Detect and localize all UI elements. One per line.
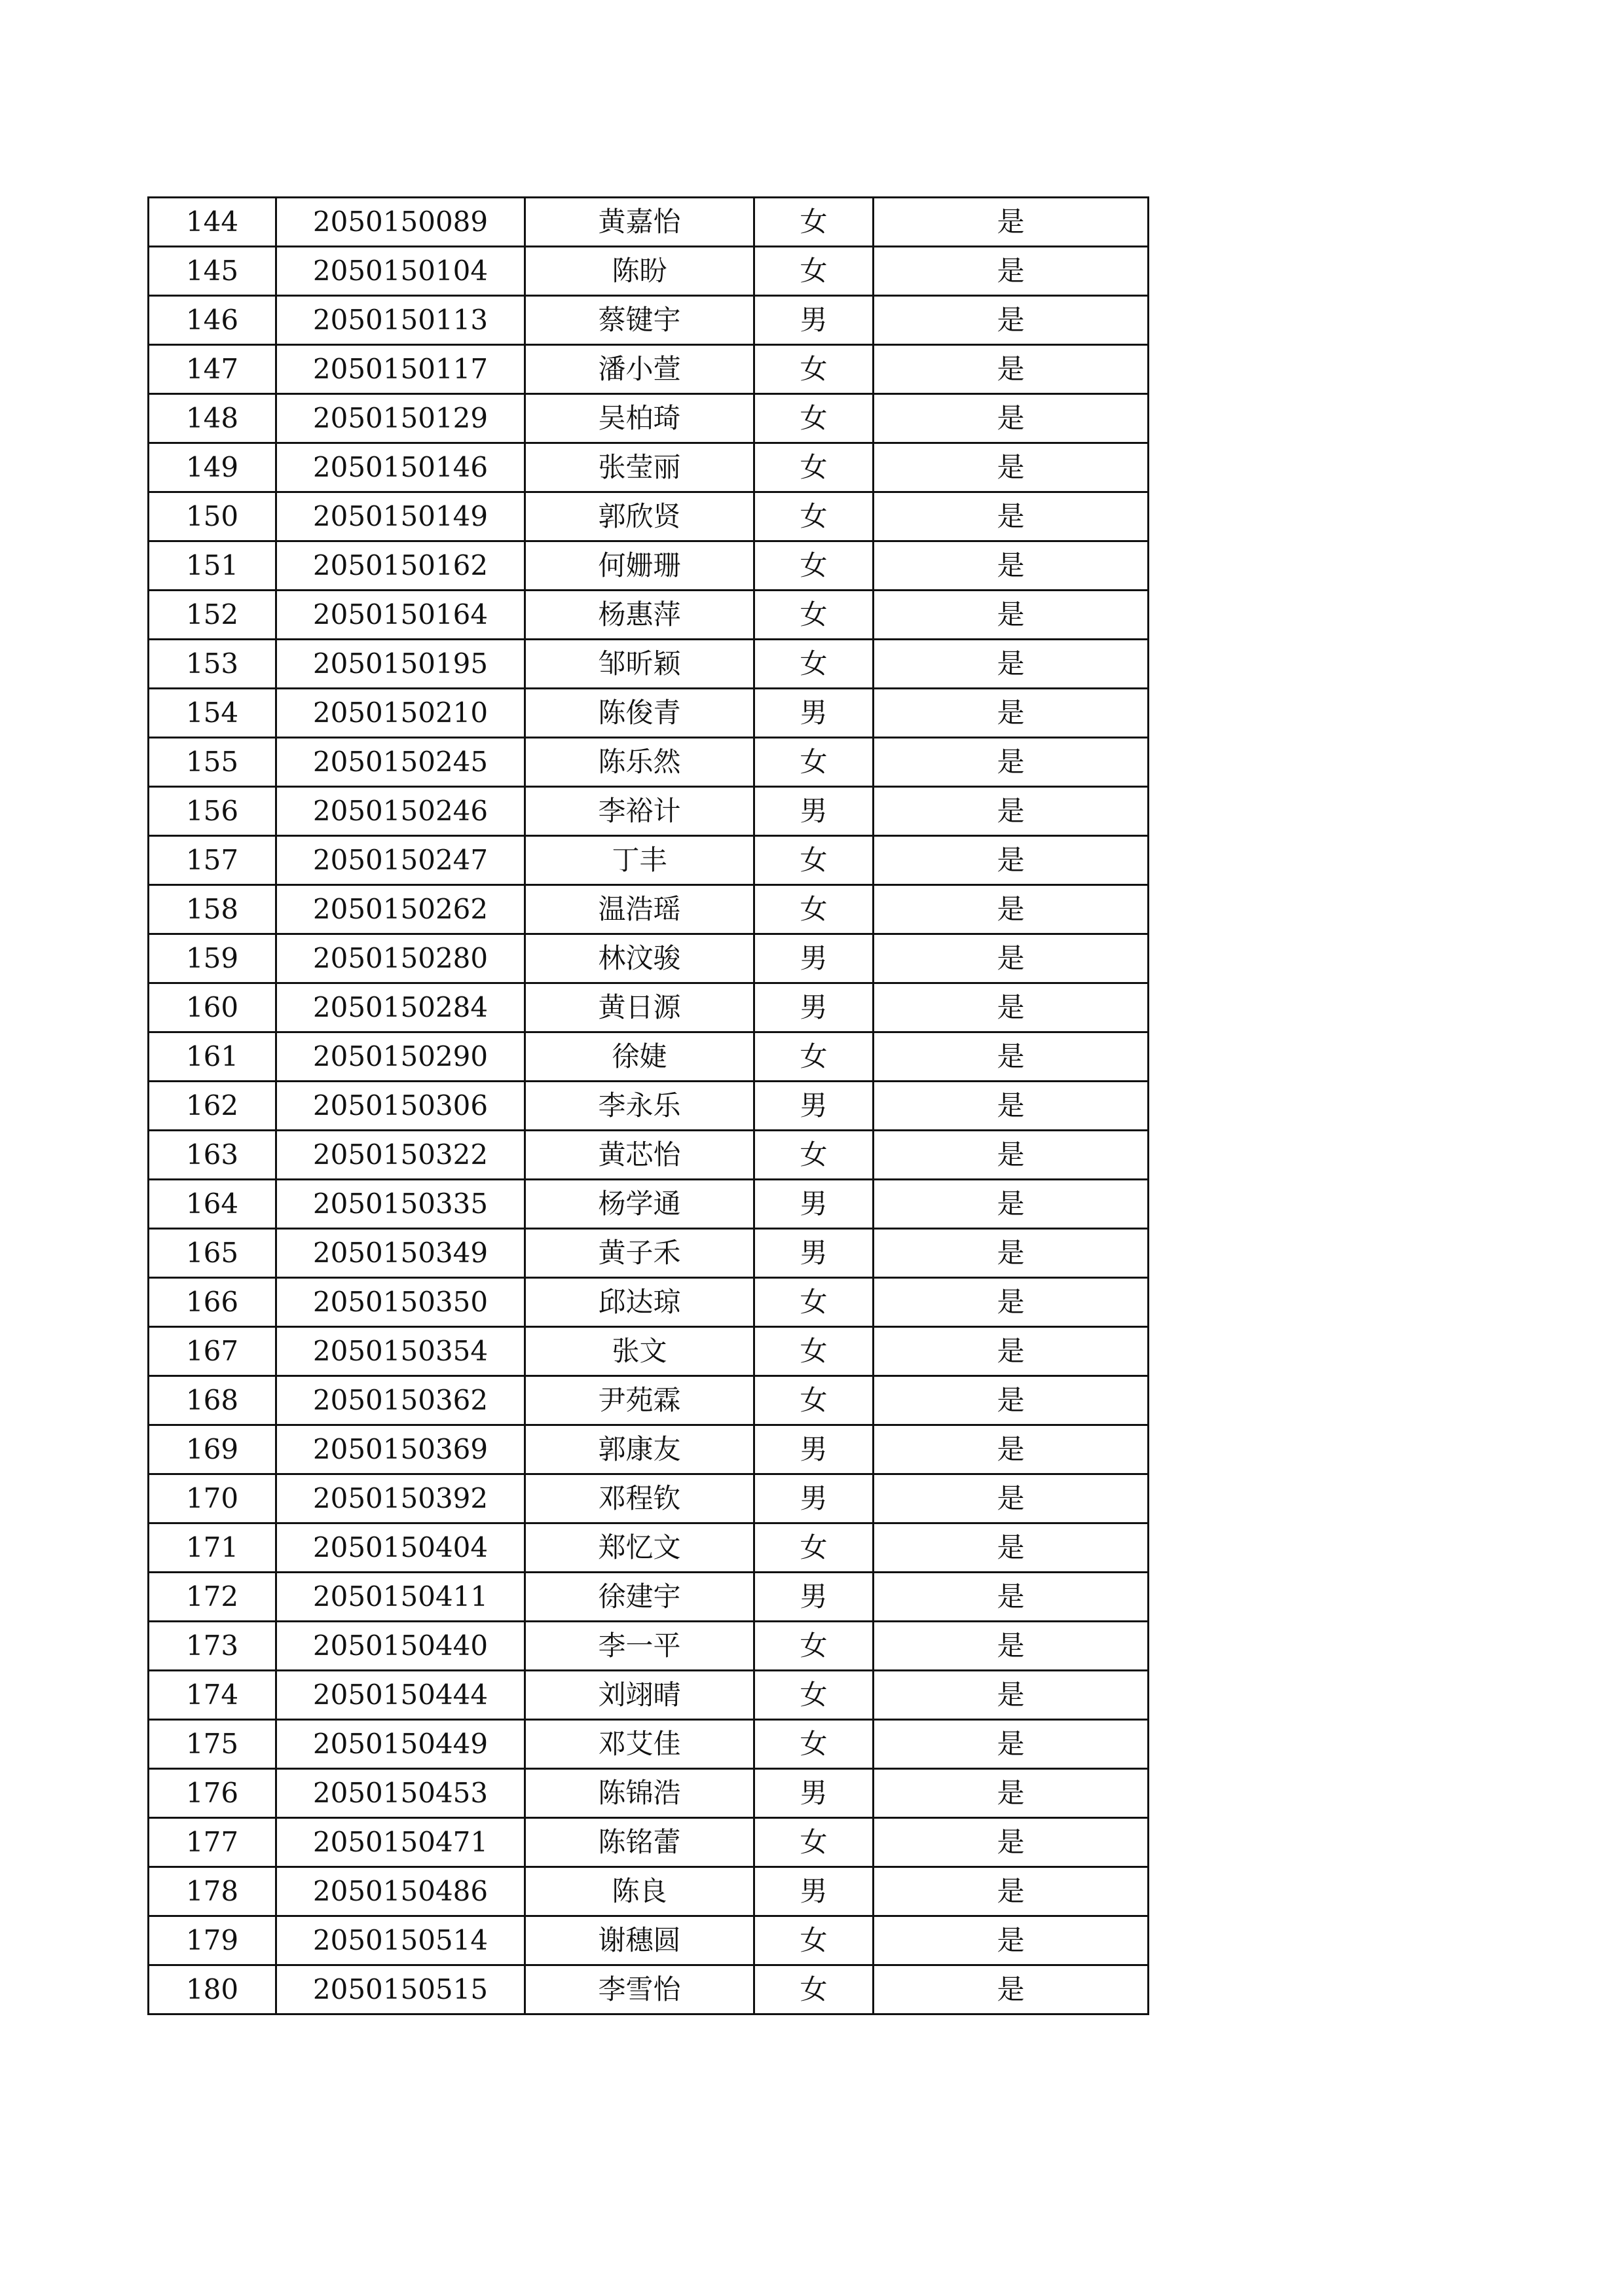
student-id-cell: 2050150306: [276, 1082, 525, 1131]
gender-cell: 女: [754, 885, 874, 934]
gender-cell: 女: [754, 1523, 874, 1573]
table-row: [149, 836, 1149, 885]
table-row: [149, 443, 1149, 492]
student-id-cell: 2050150440: [276, 1622, 525, 1671]
student-id-cell: 2050150322: [276, 1131, 525, 1180]
gender-cell: 女: [754, 198, 874, 247]
student-id-cell: 2050150149: [276, 492, 525, 541]
row-index-cell: 166: [149, 1278, 276, 1327]
status-cell: 是: [874, 296, 1149, 345]
table-row: [149, 492, 1149, 541]
student-id-cell: 2050150129: [276, 394, 525, 443]
student-id-cell: 2050150284: [276, 983, 525, 1032]
row-index-cell: 165: [149, 1229, 276, 1278]
row-index-cell: 163: [149, 1131, 276, 1180]
gender-cell: 男: [754, 689, 874, 738]
status-cell: 是: [874, 1867, 1149, 1916]
student-name-cell: 邹昕颖: [525, 640, 754, 689]
student-name-cell: 郭康友: [525, 1425, 754, 1474]
table-row: [149, 247, 1149, 296]
student-table: [147, 196, 1149, 2015]
gender-cell: 女: [754, 247, 874, 296]
student-name-cell: 林汶骏: [525, 934, 754, 983]
gender-cell: 女: [754, 1818, 874, 1867]
row-index-cell: 174: [149, 1671, 276, 1720]
status-cell: 是: [874, 1474, 1149, 1523]
table-row: [149, 1867, 1149, 1916]
student-id-cell: 2050150280: [276, 934, 525, 983]
student-id-cell: 2050150164: [276, 591, 525, 640]
status-cell: 是: [874, 1425, 1149, 1474]
table-row: [149, 345, 1149, 394]
table-row: [149, 1376, 1149, 1425]
student-name-cell: 潘小萱: [525, 345, 754, 394]
student-id-cell: 2050150444: [276, 1671, 525, 1720]
status-cell: 是: [874, 541, 1149, 591]
gender-cell: 男: [754, 1425, 874, 1474]
status-cell: 是: [874, 836, 1149, 885]
row-index-cell: 153: [149, 640, 276, 689]
row-index-cell: 152: [149, 591, 276, 640]
row-index-cell: 170: [149, 1474, 276, 1523]
row-index-cell: 145: [149, 247, 276, 296]
student-name-cell: 徐建宇: [525, 1573, 754, 1622]
table-row: [149, 1278, 1149, 1327]
student-id-cell: 2050150471: [276, 1818, 525, 1867]
student-name-cell: 徐婕: [525, 1032, 754, 1082]
status-cell: 是: [874, 1131, 1149, 1180]
student-name-cell: 谢穗圆: [525, 1916, 754, 1965]
table-row: [149, 738, 1149, 787]
status-cell: 是: [874, 1965, 1149, 2014]
table-row: [149, 1622, 1149, 1671]
status-cell: 是: [874, 1180, 1149, 1229]
table-row: [149, 1327, 1149, 1376]
row-index-cell: 154: [149, 689, 276, 738]
row-index-cell: 149: [149, 443, 276, 492]
table-row: [149, 1229, 1149, 1278]
student-id-cell: 2050150162: [276, 541, 525, 591]
row-index-cell: 155: [149, 738, 276, 787]
gender-cell: 女: [754, 1327, 874, 1376]
row-index-cell: 171: [149, 1523, 276, 1573]
student-name-cell: 陈盼: [525, 247, 754, 296]
student-id-cell: 2050150146: [276, 443, 525, 492]
gender-cell: 女: [754, 394, 874, 443]
status-cell: 是: [874, 738, 1149, 787]
status-cell: 是: [874, 1376, 1149, 1425]
status-cell: 是: [874, 1278, 1149, 1327]
row-index-cell: 150: [149, 492, 276, 541]
status-cell: 是: [874, 247, 1149, 296]
row-index-cell: 164: [149, 1180, 276, 1229]
student-id-cell: 2050150246: [276, 787, 525, 836]
row-index-cell: 157: [149, 836, 276, 885]
gender-cell: 女: [754, 1131, 874, 1180]
gender-cell: 女: [754, 345, 874, 394]
student-name-cell: 邱达琼: [525, 1278, 754, 1327]
student-id-cell: 2050150486: [276, 1867, 525, 1916]
table-row: [149, 1916, 1149, 1965]
row-index-cell: 178: [149, 1867, 276, 1916]
student-id-cell: 2050150514: [276, 1916, 525, 1965]
table-row: [149, 198, 1149, 247]
gender-cell: 男: [754, 934, 874, 983]
table-row: [149, 296, 1149, 345]
gender-cell: 女: [754, 1376, 874, 1425]
gender-cell: 男: [754, 296, 874, 345]
table-row: [149, 983, 1149, 1032]
student-name-cell: 黄子禾: [525, 1229, 754, 1278]
status-cell: 是: [874, 640, 1149, 689]
student-name-cell: 黄嘉怡: [525, 198, 754, 247]
gender-cell: 女: [754, 492, 874, 541]
row-index-cell: 147: [149, 345, 276, 394]
table-row: [149, 541, 1149, 591]
row-index-cell: 158: [149, 885, 276, 934]
status-cell: 是: [874, 492, 1149, 541]
student-id-cell: 2050150350: [276, 1278, 525, 1327]
gender-cell: 女: [754, 443, 874, 492]
student-name-cell: 黄芯怡: [525, 1131, 754, 1180]
student-name-cell: 刘翊晴: [525, 1671, 754, 1720]
gender-cell: 男: [754, 1769, 874, 1818]
table-row: [149, 1818, 1149, 1867]
table-row: [149, 689, 1149, 738]
table-row: [149, 1474, 1149, 1523]
status-cell: 是: [874, 983, 1149, 1032]
row-index-cell: 179: [149, 1916, 276, 1965]
student-id-cell: 2050150404: [276, 1523, 525, 1573]
table-row: [149, 394, 1149, 443]
student-name-cell: 黄日源: [525, 983, 754, 1032]
student-name-cell: 陈俊青: [525, 689, 754, 738]
gender-cell: 女: [754, 1916, 874, 1965]
row-index-cell: 172: [149, 1573, 276, 1622]
student-id-cell: 2050150104: [276, 247, 525, 296]
row-index-cell: 173: [149, 1622, 276, 1671]
student-name-cell: 丁丰: [525, 836, 754, 885]
status-cell: 是: [874, 1229, 1149, 1278]
student-name-cell: 张文: [525, 1327, 754, 1376]
table-row: [149, 1425, 1149, 1474]
student-name-cell: 郑忆文: [525, 1523, 754, 1573]
student-id-cell: 2050150117: [276, 345, 525, 394]
status-cell: 是: [874, 1573, 1149, 1622]
table-row: [149, 1131, 1149, 1180]
row-index-cell: 159: [149, 934, 276, 983]
status-cell: 是: [874, 1916, 1149, 1965]
status-cell: 是: [874, 345, 1149, 394]
gender-cell: 男: [754, 1573, 874, 1622]
student-name-cell: 温浩瑶: [525, 885, 754, 934]
table-row: [149, 640, 1149, 689]
gender-cell: 男: [754, 787, 874, 836]
status-cell: 是: [874, 689, 1149, 738]
student-id-cell: 2050150515: [276, 1965, 525, 2014]
student-name-cell: 李永乐: [525, 1082, 754, 1131]
gender-cell: 男: [754, 1867, 874, 1916]
row-index-cell: 148: [149, 394, 276, 443]
student-name-cell: 李裕计: [525, 787, 754, 836]
student-name-cell: 陈良: [525, 1867, 754, 1916]
student-name-cell: 尹苑霖: [525, 1376, 754, 1425]
student-name-cell: 邓程钦: [525, 1474, 754, 1523]
row-index-cell: 146: [149, 296, 276, 345]
student-name-cell: 张莹丽: [525, 443, 754, 492]
gender-cell: 女: [754, 1720, 874, 1769]
status-cell: 是: [874, 787, 1149, 836]
student-name-cell: 蔡键宇: [525, 296, 754, 345]
student-id-cell: 2050150247: [276, 836, 525, 885]
gender-cell: 女: [754, 1622, 874, 1671]
student-name-cell: 李雪怡: [525, 1965, 754, 2014]
student-id-cell: 2050150362: [276, 1376, 525, 1425]
row-index-cell: 176: [149, 1769, 276, 1818]
student-name-cell: 陈锦浩: [525, 1769, 754, 1818]
gender-cell: 女: [754, 591, 874, 640]
table-row: [149, 934, 1149, 983]
student-id-cell: 2050150290: [276, 1032, 525, 1082]
row-index-cell: 161: [149, 1032, 276, 1082]
student-id-cell: 2050150349: [276, 1229, 525, 1278]
gender-cell: 女: [754, 1965, 874, 2014]
gender-cell: 男: [754, 983, 874, 1032]
gender-cell: 女: [754, 1278, 874, 1327]
table-row: [149, 1032, 1149, 1082]
row-index-cell: 167: [149, 1327, 276, 1376]
status-cell: 是: [874, 394, 1149, 443]
status-cell: 是: [874, 1523, 1149, 1573]
status-cell: 是: [874, 443, 1149, 492]
table-row: [149, 787, 1149, 836]
gender-cell: 女: [754, 1671, 874, 1720]
student-id-cell: 2050150245: [276, 738, 525, 787]
gender-cell: 女: [754, 836, 874, 885]
row-index-cell: 162: [149, 1082, 276, 1131]
student-name-cell: 杨学通: [525, 1180, 754, 1229]
student-id-cell: 2050150453: [276, 1769, 525, 1818]
table-row: [149, 1965, 1149, 2014]
table-row: [149, 1523, 1149, 1573]
student-table-body: [149, 198, 1149, 2014]
gender-cell: 女: [754, 738, 874, 787]
student-id-cell: 2050150335: [276, 1180, 525, 1229]
gender-cell: 男: [754, 1229, 874, 1278]
student-name-cell: 陈乐然: [525, 738, 754, 787]
status-cell: 是: [874, 1769, 1149, 1818]
status-cell: 是: [874, 1032, 1149, 1082]
gender-cell: 女: [754, 1032, 874, 1082]
status-cell: 是: [874, 885, 1149, 934]
gender-cell: 男: [754, 1180, 874, 1229]
status-cell: 是: [874, 198, 1149, 247]
table-row: [149, 1082, 1149, 1131]
table-row: [149, 1720, 1149, 1769]
status-cell: 是: [874, 1720, 1149, 1769]
student-id-cell: 2050150113: [276, 296, 525, 345]
status-cell: 是: [874, 591, 1149, 640]
student-id-cell: 2050150369: [276, 1425, 525, 1474]
row-index-cell: 169: [149, 1425, 276, 1474]
status-cell: 是: [874, 1622, 1149, 1671]
status-cell: 是: [874, 1082, 1149, 1131]
row-index-cell: 156: [149, 787, 276, 836]
student-id-cell: 2050150195: [276, 640, 525, 689]
status-cell: 是: [874, 934, 1149, 983]
student-name-cell: 陈铭蕾: [525, 1818, 754, 1867]
student-id-cell: 2050150411: [276, 1573, 525, 1622]
gender-cell: 男: [754, 1082, 874, 1131]
table-row: [149, 885, 1149, 934]
row-index-cell: 180: [149, 1965, 276, 2014]
student-id-cell: 2050150089: [276, 198, 525, 247]
student-name-cell: 郭欣贤: [525, 492, 754, 541]
gender-cell: 女: [754, 640, 874, 689]
row-index-cell: 144: [149, 198, 276, 247]
row-index-cell: 177: [149, 1818, 276, 1867]
student-id-cell: 2050150262: [276, 885, 525, 934]
student-name-cell: 何姗珊: [525, 541, 754, 591]
row-index-cell: 168: [149, 1376, 276, 1425]
status-cell: 是: [874, 1671, 1149, 1720]
table-row: [149, 1180, 1149, 1229]
status-cell: 是: [874, 1327, 1149, 1376]
student-name-cell: 吴柏琦: [525, 394, 754, 443]
student-id-cell: 2050150210: [276, 689, 525, 738]
student-name-cell: 邓艾佳: [525, 1720, 754, 1769]
student-name-cell: 李一平: [525, 1622, 754, 1671]
gender-cell: 女: [754, 541, 874, 591]
table-row: [149, 1671, 1149, 1720]
status-cell: 是: [874, 1818, 1149, 1867]
student-id-cell: 2050150354: [276, 1327, 525, 1376]
row-index-cell: 175: [149, 1720, 276, 1769]
student-name-cell: 杨惠萍: [525, 591, 754, 640]
row-index-cell: 151: [149, 541, 276, 591]
table-row: [149, 1573, 1149, 1622]
row-index-cell: 160: [149, 983, 276, 1032]
table-row: [149, 1769, 1149, 1818]
student-id-cell: 2050150392: [276, 1474, 525, 1523]
table-row: [149, 591, 1149, 640]
student-id-cell: 2050150449: [276, 1720, 525, 1769]
gender-cell: 男: [754, 1474, 874, 1523]
